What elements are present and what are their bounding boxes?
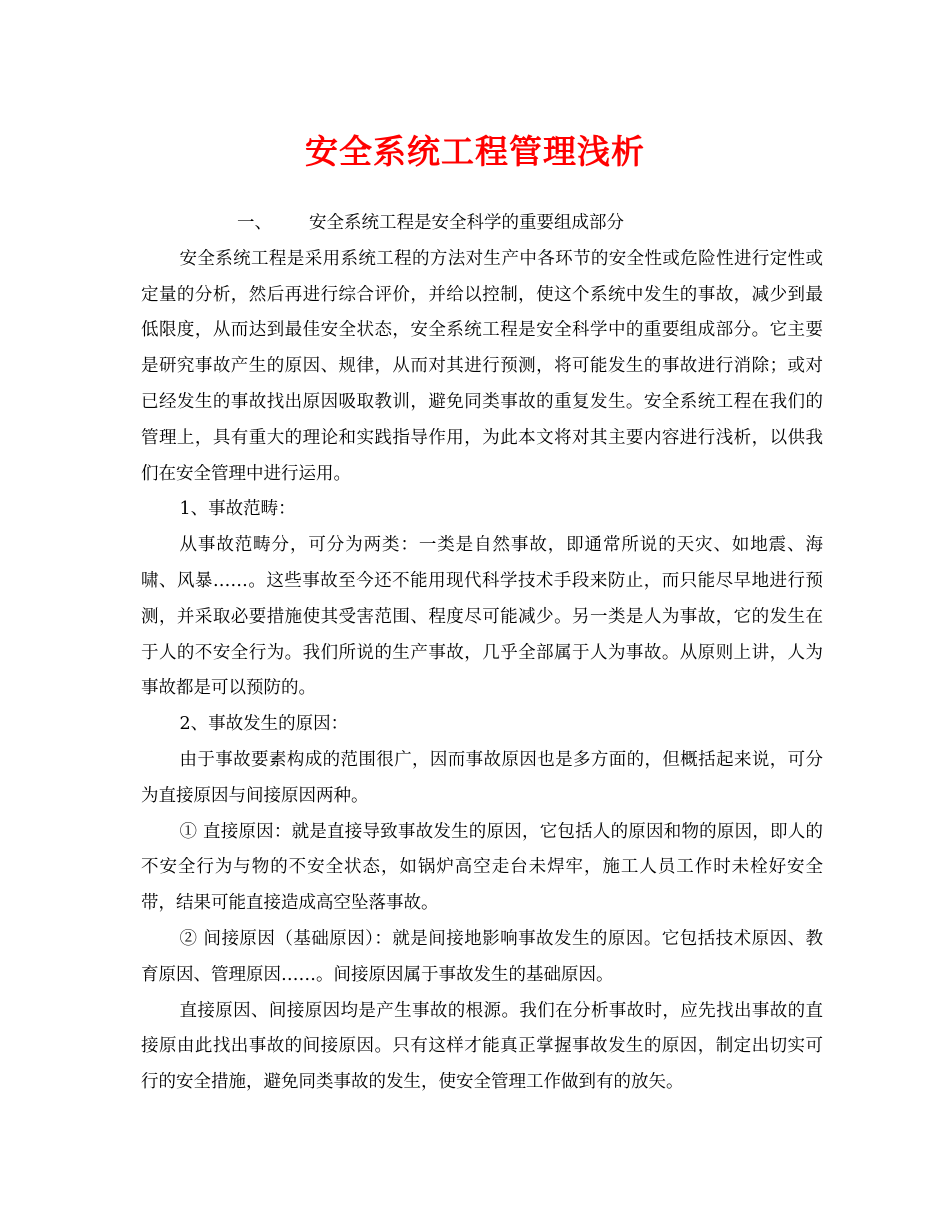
- paragraph-direct-cause: ① 直接原因：就是直接导致事故发生的原因，它包括人的原因和物的原因，即人的不安全行为与物的不安全状态，如锅炉高空走台未焊牢，施工人员工作时未栓好安全带，结果可能直接造成高空坠落事故。: [141, 821, 823, 914]
- subheading-accident-scope: 1、事故范畴：: [179, 499, 296, 520]
- section-heading: [141, 206, 823, 242]
- paragraph-intro: 安全系统工程是采用系统工程的方法对生产中各环节的安全性或危险性进行定性或定量的分析，然后再进行综合评价，并给以控制，使这个系统中发生的事故，减少到最低限度，从而达到最佳安全状态，安全系统工程是安全科学中的重要组成部分。它主要是研究事故产生的原因、规律，从而对其进行预测，将可能发生的事故进行消除；或对已经发生的事故找出原因吸取教训，避免同类事故的重复发生。安全系统工程在我们的管理上，具有重大的理论和实践指导作用，为此本文将对其主要内容进行浅析，以供我们在安全管理中进行运用。: [141, 248, 823, 484]
- document-body: [141, 206, 823, 1101]
- section-heading-text: 安全系统工程是安全科学的重要组成部分: [309, 213, 624, 233]
- section-number: 一、: [237, 213, 272, 233]
- document-title: 安全系统工程管理浅析: [305, 132, 645, 171]
- paragraph-cause-analysis: 直接原因、间接原因均是产生事故的根源。我们在分析事故时，应先找出事故的直接原由此找出事故的间接原因。只有这样才能真正掌握事故发生的原因，制定出切实可行的安全措施，避免同类事故的发生，使安全管理工作做到有的放矢。: [141, 1000, 823, 1093]
- paragraph-accident-scope: 从事故范畴分，可分为两类：一类是自然事故，即通常所说的天灾、如地震、海啸、风暴……。这些事故至今还不能用现代科学技术手段来防止，而只能尽早地进行预测，并采取必要措施使其受害范围、程度尽可能减少。另一类是人为事故，它的发生在于人的不安全行为。我们所说的生产事故，几乎全部属于人为事故。从原则上讲，人为事故都是可以预防的。: [141, 535, 823, 699]
- paragraph-causes-overview: 由于事故要素构成的范围很广，因而事故原因也是多方面的，但概括起来说，可分为直接原因与间接原因两种。: [141, 749, 823, 806]
- paragraph-indirect-cause: ② 间接原因（基础原因）：就是间接地影响事故发生的原因。它包括技术原因、教育原因、管理原因……。间接原因属于事故发生的基础原因。: [141, 928, 823, 985]
- subheading-accident-causes: 2、事故发生的原因：: [179, 714, 349, 735]
